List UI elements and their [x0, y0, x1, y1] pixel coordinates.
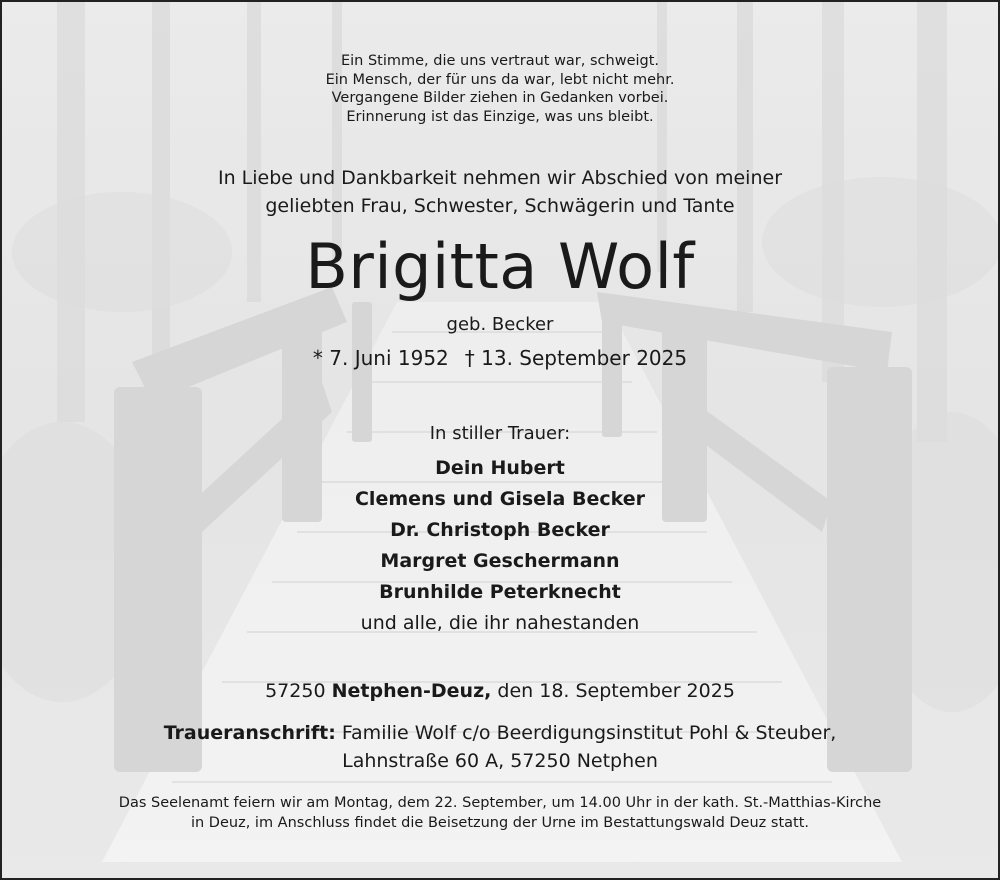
postal-code: 57250: [265, 680, 326, 702]
service-notice: [2, 793, 998, 833]
place-and-date: [2, 680, 998, 702]
address-line-1: Familie Wolf c/o Beerdigungsinstitut Pohl & Steuber,: [341, 722, 837, 744]
mourner-name: Dein Hubert: [435, 457, 565, 479]
notice-date: den 18. September 2025: [497, 680, 735, 702]
life-dates: [2, 346, 998, 370]
mourner-name: Dr. Christoph Becker: [390, 519, 610, 541]
deceased-name: Brigitta Wolf: [305, 230, 695, 303]
poem-line: Vergangene Bilder ziehen in Gedanken vorbei.: [331, 90, 669, 106]
mourner-closing: und alle, die ihr nahestanden: [360, 612, 640, 634]
notice-line: in Deuz, im Anschluss findet die Beisetzung der Urne im Bestattungswald Deuz statt.: [190, 815, 809, 831]
mourner-name: Brunhilde Peterknecht: [379, 581, 621, 603]
mourner-name: Margret Geschermann: [380, 550, 620, 572]
address-label: Traueranschrift:: [163, 722, 336, 744]
address-line: [2, 719, 998, 747]
death-date: † 13. September 2025: [464, 346, 688, 370]
birth-date: * 7. Juni 1952: [312, 346, 449, 370]
condolence-address: [2, 719, 998, 775]
mourning-heading: In stiller Trauer:: [429, 423, 571, 444]
town: Netphen-Deuz,: [331, 680, 492, 702]
poem-line: Ein Stimme, die uns vertraut war, schweigt.: [340, 53, 660, 69]
intro-line: geliebten Frau, Schwester, Schwägerin und Tante: [265, 195, 735, 217]
notice-line: Das Seelenamt feiern wir am Montag, dem 22. September, um 14.00 Uhr in der kath. St.-Matthias-Kirche: [118, 795, 882, 811]
memorial-poem: [2, 52, 998, 126]
poem-line: Erinnerung ist das Einzige, was uns bleibt.: [346, 108, 654, 125]
poem-line: Ein Mensch, der für uns da war, lebt nicht mehr.: [325, 71, 675, 88]
intro-line: In Liebe und Dankbarkeit nehmen wir Abschied von meiner: [217, 167, 783, 189]
address-line-2: Lahnstraße 60 A, 57250 Netphen: [342, 750, 658, 772]
mourner-name: Clemens und Gisela Becker: [354, 488, 645, 510]
farewell-intro: [2, 164, 998, 220]
maiden-name: geb. Becker: [446, 314, 554, 335]
mourner-list: [2, 453, 998, 639]
